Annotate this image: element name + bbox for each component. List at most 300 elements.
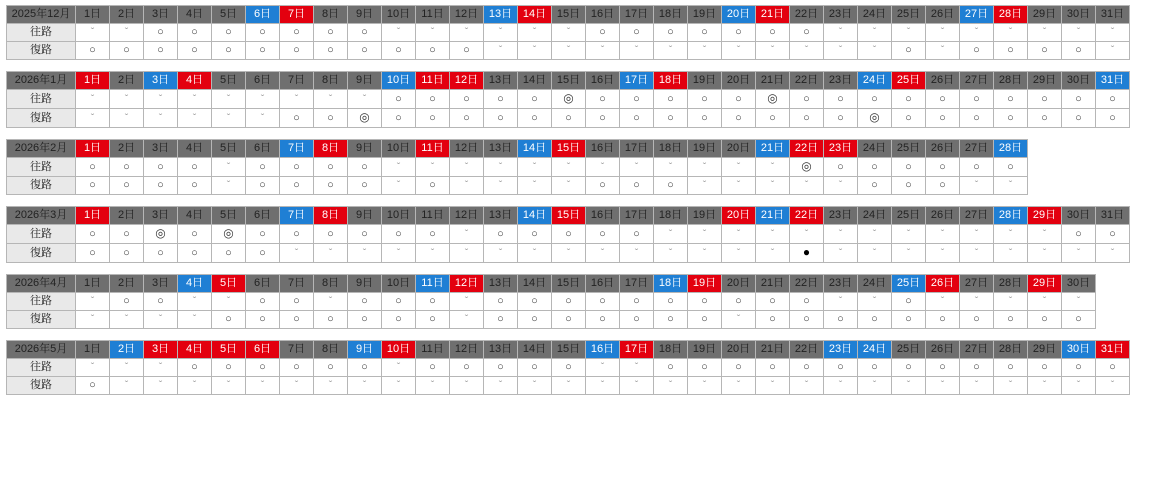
day-header[interactable]: 14日 [518,207,552,225]
day-header[interactable]: 4日 [178,207,212,225]
day-header[interactable]: 9日 [348,140,382,158]
availability-cell[interactable] [484,24,518,42]
availability-cell[interactable] [1028,359,1062,377]
availability-cell[interactable] [246,24,280,42]
availability-cell[interactable] [212,109,246,128]
availability-cell[interactable] [756,293,790,311]
day-header[interactable]: 24日 [858,72,892,90]
availability-cell[interactable] [246,359,280,377]
availability-cell[interactable] [178,377,212,395]
day-header[interactable]: 2日 [110,207,144,225]
availability-cell[interactable] [280,177,314,195]
day-header[interactable]: 26日 [926,341,960,359]
availability-cell[interactable] [280,359,314,377]
day-header[interactable]: 26日 [926,6,960,24]
availability-cell[interactable] [620,158,654,177]
availability-cell[interactable] [144,42,178,60]
availability-cell[interactable] [382,158,416,177]
availability-cell[interactable] [382,311,416,329]
day-header[interactable]: 9日 [348,275,382,293]
availability-cell[interactable] [1062,109,1096,128]
availability-cell[interactable] [960,225,994,244]
day-header[interactable]: 31日 [1096,341,1130,359]
availability-cell[interactable] [178,225,212,244]
availability-cell[interactable] [450,311,484,329]
day-header[interactable]: 21日 [756,72,790,90]
availability-cell[interactable] [1062,42,1096,60]
availability-cell[interactable] [586,293,620,311]
day-header[interactable]: 28日 [994,341,1028,359]
availability-cell[interactable] [518,377,552,395]
availability-cell[interactable] [110,42,144,60]
availability-cell[interactable] [314,377,348,395]
availability-cell[interactable] [756,244,790,263]
day-header[interactable]: 11日 [416,207,450,225]
day-header[interactable]: 6日 [246,6,280,24]
availability-cell[interactable] [1062,377,1096,395]
day-header[interactable]: 18日 [654,72,688,90]
day-header[interactable]: 7日 [280,72,314,90]
availability-cell[interactable] [1062,311,1096,329]
availability-cell[interactable] [246,293,280,311]
availability-cell[interactable] [178,359,212,377]
availability-cell[interactable] [858,225,892,244]
availability-cell[interactable] [552,311,586,329]
availability-cell[interactable] [212,90,246,109]
availability-cell[interactable] [314,177,348,195]
day-header[interactable]: 4日 [178,140,212,158]
availability-cell[interactable] [212,377,246,395]
availability-cell[interactable] [246,90,280,109]
day-header[interactable]: 6日 [246,275,280,293]
day-header[interactable]: 24日 [858,6,892,24]
day-header[interactable]: 21日 [756,6,790,24]
day-header[interactable]: 3日 [144,207,178,225]
availability-cell[interactable] [586,90,620,109]
day-header[interactable]: 14日 [518,6,552,24]
availability-cell[interactable] [348,293,382,311]
availability-cell[interactable] [178,158,212,177]
availability-cell[interactable] [280,90,314,109]
availability-cell[interactable] [960,377,994,395]
availability-cell[interactable] [892,177,926,195]
availability-cell[interactable] [144,293,178,311]
availability-cell[interactable] [484,177,518,195]
availability-cell[interactable] [76,42,110,60]
availability-cell[interactable] [892,109,926,128]
day-header[interactable]: 2日 [110,275,144,293]
day-header[interactable]: 13日 [484,341,518,359]
day-header[interactable]: 27日 [960,341,994,359]
availability-cell[interactable] [518,225,552,244]
availability-cell[interactable] [110,359,144,377]
availability-cell[interactable] [688,158,722,177]
day-header[interactable]: 23日 [824,341,858,359]
availability-cell[interactable] [144,377,178,395]
availability-cell[interactable] [654,177,688,195]
availability-cell[interactable] [688,225,722,244]
day-header[interactable]: 23日 [824,72,858,90]
availability-cell[interactable] [824,377,858,395]
day-header[interactable]: 21日 [756,341,790,359]
day-header[interactable]: 20日 [722,140,756,158]
day-header[interactable]: 16日 [586,72,620,90]
day-header[interactable]: 4日 [178,72,212,90]
day-header[interactable]: 11日 [416,72,450,90]
availability-cell[interactable] [212,24,246,42]
availability-cell[interactable] [654,293,688,311]
day-header[interactable]: 24日 [858,275,892,293]
availability-cell[interactable] [926,177,960,195]
day-header[interactable]: 9日 [348,207,382,225]
day-header[interactable]: 4日 [178,341,212,359]
availability-cell[interactable] [110,225,144,244]
availability-cell[interactable] [518,90,552,109]
day-header[interactable]: 1日 [76,72,110,90]
availability-cell[interactable] [1028,311,1062,329]
availability-cell[interactable] [1096,42,1130,60]
day-header[interactable]: 24日 [858,207,892,225]
availability-cell[interactable] [620,42,654,60]
day-header[interactable]: 18日 [654,207,688,225]
availability-cell[interactable] [756,177,790,195]
availability-cell[interactable] [110,109,144,128]
availability-cell[interactable] [178,90,212,109]
day-header[interactable]: 20日 [722,207,756,225]
availability-cell[interactable] [110,293,144,311]
day-header[interactable]: 27日 [960,6,994,24]
availability-cell[interactable] [858,293,892,311]
day-header[interactable]: 9日 [348,341,382,359]
availability-cell[interactable] [246,158,280,177]
day-header[interactable]: 26日 [926,275,960,293]
availability-cell[interactable] [416,225,450,244]
day-header[interactable]: 27日 [960,140,994,158]
day-header[interactable]: 8日 [314,6,348,24]
availability-cell[interactable] [314,24,348,42]
availability-cell[interactable] [620,90,654,109]
availability-cell[interactable] [348,244,382,263]
availability-cell[interactable] [620,24,654,42]
availability-cell[interactable] [688,244,722,263]
day-header[interactable]: 11日 [416,275,450,293]
availability-cell[interactable] [348,377,382,395]
day-header[interactable]: 4日 [178,6,212,24]
availability-cell[interactable] [416,177,450,195]
day-header[interactable]: 28日 [994,140,1028,158]
day-header[interactable]: 23日 [824,6,858,24]
availability-cell[interactable] [348,90,382,109]
availability-cell[interactable] [926,158,960,177]
availability-cell[interactable] [178,244,212,263]
availability-cell[interactable] [314,42,348,60]
day-header[interactable]: 29日 [1028,72,1062,90]
availability-cell[interactable] [450,359,484,377]
day-header[interactable]: 25日 [892,341,926,359]
availability-cell[interactable] [722,109,756,128]
availability-cell[interactable] [926,24,960,42]
day-header[interactable]: 29日 [1028,207,1062,225]
availability-cell[interactable] [246,311,280,329]
day-header[interactable]: 22日 [790,140,824,158]
availability-cell[interactable] [552,293,586,311]
day-header[interactable]: 4日 [178,275,212,293]
availability-cell[interactable] [110,90,144,109]
availability-cell[interactable] [484,225,518,244]
day-header[interactable]: 27日 [960,72,994,90]
availability-cell[interactable] [518,244,552,263]
availability-cell[interactable] [790,225,824,244]
day-header[interactable]: 29日 [1028,275,1062,293]
availability-cell[interactable] [994,311,1028,329]
availability-cell[interactable] [1096,359,1130,377]
availability-cell[interactable] [212,244,246,263]
availability-cell[interactable] [76,158,110,177]
day-header[interactable]: 23日 [824,140,858,158]
availability-cell[interactable] [824,24,858,42]
day-header[interactable]: 5日 [212,207,246,225]
day-header[interactable]: 18日 [654,275,688,293]
availability-cell[interactable] [178,24,212,42]
day-header[interactable]: 3日 [144,341,178,359]
availability-cell[interactable] [144,158,178,177]
day-header[interactable]: 9日 [348,6,382,24]
availability-cell[interactable] [756,359,790,377]
availability-cell[interactable] [314,244,348,263]
day-header[interactable]: 17日 [620,140,654,158]
availability-cell[interactable] [790,158,824,177]
availability-cell[interactable] [280,109,314,128]
day-header[interactable]: 19日 [688,207,722,225]
day-header[interactable]: 1日 [76,207,110,225]
availability-cell[interactable] [824,225,858,244]
availability-cell[interactable] [1062,24,1096,42]
availability-cell[interactable] [450,293,484,311]
availability-cell[interactable] [654,377,688,395]
availability-cell[interactable] [722,177,756,195]
day-header[interactable]: 8日 [314,341,348,359]
availability-cell[interactable] [926,293,960,311]
availability-cell[interactable] [246,177,280,195]
day-header[interactable]: 17日 [620,275,654,293]
day-header[interactable]: 30日 [1062,207,1096,225]
availability-cell[interactable] [586,158,620,177]
availability-cell[interactable] [824,90,858,109]
day-header[interactable]: 15日 [552,207,586,225]
availability-cell[interactable] [790,359,824,377]
availability-cell[interactable] [994,225,1028,244]
day-header[interactable]: 31日 [1096,207,1130,225]
day-header[interactable]: 28日 [994,207,1028,225]
availability-cell[interactable] [178,177,212,195]
availability-cell[interactable] [858,90,892,109]
availability-cell[interactable] [994,42,1028,60]
availability-cell[interactable] [722,90,756,109]
availability-cell[interactable] [960,109,994,128]
availability-cell[interactable] [824,177,858,195]
availability-cell[interactable] [926,109,960,128]
day-header[interactable]: 1日 [76,341,110,359]
availability-cell[interactable] [722,42,756,60]
availability-cell[interactable] [348,225,382,244]
day-header[interactable]: 19日 [688,275,722,293]
availability-cell[interactable] [280,158,314,177]
availability-cell[interactable] [314,109,348,128]
availability-cell[interactable] [722,244,756,263]
day-header[interactable]: 20日 [722,341,756,359]
availability-cell[interactable] [620,109,654,128]
availability-cell[interactable] [1096,244,1130,263]
availability-cell[interactable] [892,377,926,395]
day-header[interactable]: 10日 [382,72,416,90]
day-header[interactable]: 3日 [144,275,178,293]
availability-cell[interactable] [178,42,212,60]
availability-cell[interactable] [144,311,178,329]
availability-cell[interactable] [212,311,246,329]
day-header[interactable]: 10日 [382,341,416,359]
availability-cell[interactable] [858,311,892,329]
day-header[interactable]: 11日 [416,6,450,24]
availability-cell[interactable] [212,293,246,311]
availability-cell[interactable] [994,90,1028,109]
day-header[interactable]: 6日 [246,72,280,90]
availability-cell[interactable] [858,244,892,263]
availability-cell[interactable] [416,90,450,109]
availability-cell[interactable] [212,359,246,377]
availability-cell[interactable] [1062,293,1096,311]
availability-cell[interactable] [382,109,416,128]
day-header[interactable]: 10日 [382,6,416,24]
availability-cell[interactable] [518,42,552,60]
availability-cell[interactable] [76,377,110,395]
availability-cell[interactable] [450,109,484,128]
day-header[interactable]: 8日 [314,275,348,293]
availability-cell[interactable] [1028,42,1062,60]
day-header[interactable]: 22日 [790,72,824,90]
availability-cell[interactable] [246,109,280,128]
availability-cell[interactable] [552,24,586,42]
availability-cell[interactable] [348,359,382,377]
availability-cell[interactable] [620,377,654,395]
availability-cell[interactable] [552,109,586,128]
day-header[interactable]: 3日 [144,6,178,24]
day-header[interactable]: 26日 [926,140,960,158]
day-header[interactable]: 5日 [212,341,246,359]
availability-cell[interactable] [484,293,518,311]
day-header[interactable]: 7日 [280,140,314,158]
availability-cell[interactable] [688,90,722,109]
availability-cell[interactable] [858,158,892,177]
availability-cell[interactable] [824,311,858,329]
availability-cell[interactable] [246,244,280,263]
day-header[interactable]: 25日 [892,275,926,293]
day-header[interactable]: 22日 [790,6,824,24]
availability-cell[interactable] [824,109,858,128]
availability-cell[interactable] [314,225,348,244]
availability-cell[interactable] [1028,377,1062,395]
availability-cell[interactable] [1028,244,1062,263]
availability-cell[interactable] [858,377,892,395]
availability-cell[interactable] [450,225,484,244]
availability-cell[interactable] [790,177,824,195]
availability-cell[interactable] [416,42,450,60]
availability-cell[interactable] [756,377,790,395]
availability-cell[interactable] [76,90,110,109]
availability-cell[interactable] [994,109,1028,128]
availability-cell[interactable] [450,90,484,109]
day-header[interactable]: 28日 [994,72,1028,90]
availability-cell[interactable] [110,244,144,263]
day-header[interactable]: 27日 [960,275,994,293]
availability-cell[interactable] [926,377,960,395]
day-header[interactable]: 15日 [552,275,586,293]
availability-cell[interactable] [688,109,722,128]
day-header[interactable]: 24日 [858,341,892,359]
availability-cell[interactable] [756,24,790,42]
availability-cell[interactable] [892,24,926,42]
availability-cell[interactable] [654,359,688,377]
availability-cell[interactable] [416,377,450,395]
availability-cell[interactable] [824,42,858,60]
availability-cell[interactable] [518,311,552,329]
day-header[interactable]: 12日 [450,6,484,24]
day-header[interactable]: 16日 [586,140,620,158]
availability-cell[interactable] [994,377,1028,395]
availability-cell[interactable] [960,42,994,60]
availability-cell[interactable] [926,42,960,60]
availability-cell[interactable] [144,90,178,109]
availability-cell[interactable] [586,359,620,377]
availability-cell[interactable] [1028,90,1062,109]
availability-cell[interactable] [552,377,586,395]
availability-cell[interactable] [76,24,110,42]
availability-cell[interactable] [484,311,518,329]
day-header[interactable]: 16日 [586,341,620,359]
availability-cell[interactable] [1062,90,1096,109]
availability-cell[interactable] [76,293,110,311]
availability-cell[interactable] [348,42,382,60]
day-header[interactable]: 13日 [484,140,518,158]
day-header[interactable]: 2日 [110,72,144,90]
availability-cell[interactable] [518,359,552,377]
availability-cell[interactable] [620,244,654,263]
availability-cell[interactable] [552,42,586,60]
availability-cell[interactable] [382,359,416,377]
day-header[interactable]: 21日 [756,275,790,293]
availability-cell[interactable] [382,24,416,42]
availability-cell[interactable] [654,24,688,42]
availability-cell[interactable] [518,177,552,195]
day-header[interactable]: 16日 [586,275,620,293]
availability-cell[interactable] [960,90,994,109]
availability-cell[interactable] [722,311,756,329]
availability-cell[interactable] [926,225,960,244]
availability-cell[interactable] [382,225,416,244]
availability-cell[interactable] [688,42,722,60]
availability-cell[interactable] [518,158,552,177]
day-header[interactable]: 18日 [654,140,688,158]
availability-cell[interactable] [416,311,450,329]
day-header[interactable]: 23日 [824,207,858,225]
availability-cell[interactable] [1062,359,1096,377]
availability-cell[interactable] [586,24,620,42]
availability-cell[interactable] [722,158,756,177]
availability-cell[interactable] [756,158,790,177]
availability-cell[interactable] [552,359,586,377]
day-header[interactable]: 15日 [552,140,586,158]
availability-cell[interactable] [654,42,688,60]
availability-cell[interactable] [518,293,552,311]
